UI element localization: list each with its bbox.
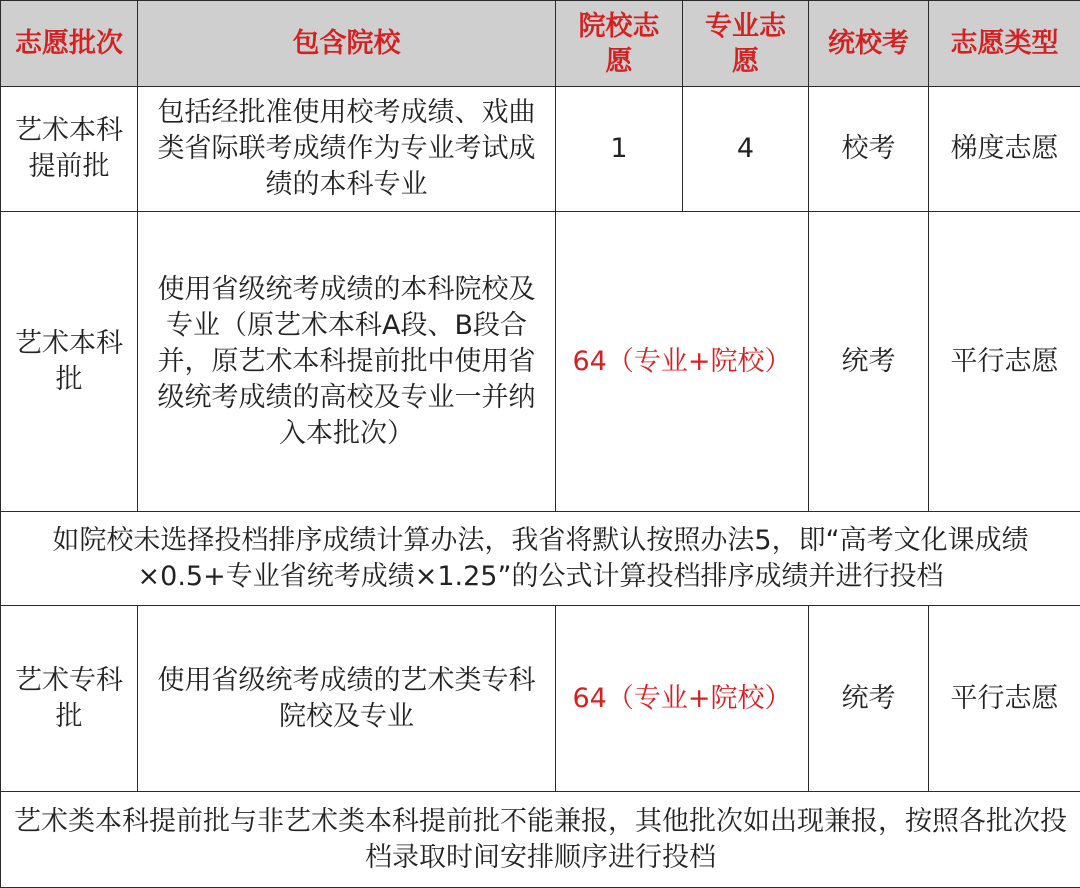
choices-cell: 64（专业+院校） (556, 212, 809, 512)
exam-type-cell: 统考 (809, 212, 929, 512)
header-exam-type: 统校考 (809, 1, 929, 87)
header-batch: 志愿批次 (1, 1, 138, 87)
school-choice-cell: 1 (556, 87, 683, 212)
schools-cell: 使用省级统考成绩的艺术类专科院校及专业 (138, 606, 556, 792)
header-major-choice: 专业志愿 (683, 1, 809, 87)
header-school-choice: 院校志愿 (556, 1, 683, 87)
choice-type-cell: 平行志愿 (929, 212, 1080, 512)
batch-cell: 艺术本科批 (1, 212, 138, 512)
note-row (1, 512, 1080, 606)
choice-type-cell: 平行志愿 (929, 606, 1080, 792)
table-header-row (1, 1, 1080, 87)
exam-type-cell: 校考 (809, 87, 929, 212)
schools-cell: 包括经批准使用校考成绩、戏曲类省际联考成绩作为专业考试成绩的本科专业 (138, 87, 556, 212)
header-choice-type: 志愿类型 (929, 1, 1080, 87)
major-choice-cell: 4 (683, 87, 809, 212)
table-row (1, 212, 1080, 512)
schools-cell: 使用省级统考成绩的本科院校及专业（原艺术本科A段、B段合并，原艺术本科提前批中使用省级统考成绩的高校及专业一并纳入本批次） (138, 212, 556, 512)
table-row (1, 87, 1080, 212)
choice-type-cell: 梯度志愿 (929, 87, 1080, 212)
batch-cell: 艺术本科提前批 (1, 87, 138, 212)
batch-cell: 艺术专科批 (1, 606, 138, 792)
table-row (1, 606, 1080, 792)
restriction-note: 艺术类本科提前批与非艺术类本科提前批不能兼报，其他批次如出现兼报，按照各批次投档录取时间安排顺序进行投档 (1, 792, 1080, 888)
note-row (1, 792, 1080, 888)
header-schools: 包含院校 (138, 1, 556, 87)
choices-cell: 64（专业+院校） (556, 606, 809, 792)
formula-note: 如院校未选择投档排序成绩计算办法，我省将默认按照办法5，即“高考文化课成绩×0.5+专业省统考成绩×1.25”的公式计算投档排序成绩并进行投档 (1, 512, 1080, 606)
exam-type-cell: 统考 (809, 606, 929, 792)
